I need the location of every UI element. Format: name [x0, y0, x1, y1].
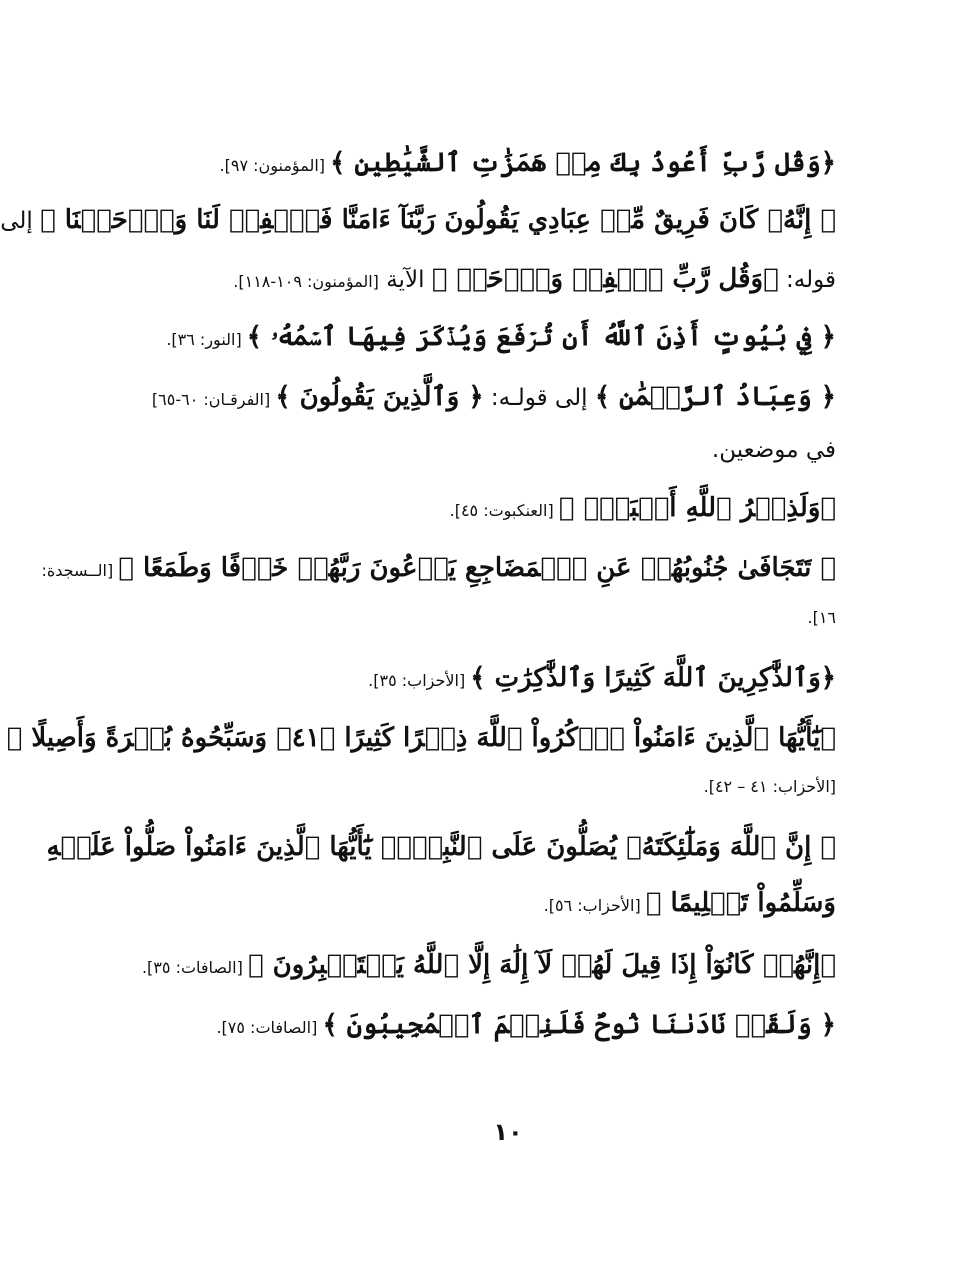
page-number: ١٠ [493, 1118, 523, 1146]
text-line-15 [141, 950, 836, 981]
text-line-9 [178, 608, 836, 627]
body-text: إلى [0, 208, 41, 234]
quran-verse: ﴿يَٰٓأَيُّهَا ٱلَّذِينَ ءَامَنُواْ ٱذۡكُرُواْ ٱللَّهَ ذِكۡرًا كَثِيرًا ﴿٤١﴾ وَسَبِّحُوهُ بُكۡرَةً وَأَصِيلًا ﴾ [6, 723, 836, 753]
quran-verse: ﴿ وَلَقَدۡ نَادَىٰنَا نُوحٌ فَلَنِعۡمَ ٱلۡمُجِيبُونَ ﴾ [322, 1010, 836, 1040]
text-line-14 [178, 888, 836, 919]
verse-reference: [الأحزاب: ٣٥]. [368, 671, 471, 690]
quran-verse: ﴿إِنَّهُمۡ كَانُوٓاْ إِذَا قِيلَ لَهُمۡ لَآ إِلَٰهَ إِلَّا ٱللَّهُ يَسۡتَكۡبِرُونَ ﴾ [247, 950, 836, 980]
verse-reference: [المؤمنون: ١٠٩-١١٨]. [233, 272, 379, 291]
body-text: إلى قولـه: [483, 385, 595, 411]
text-line-11 [6, 723, 836, 754]
verse-reference: [الصافات: ٧٥]. [216, 1018, 323, 1037]
quran-verse: ﴿ إِنَّ ٱللَّهَ وَمَلَٰٓئِكَتَهُۥ يُصَلُّونَ عَلَى ٱلنَّبِيِّۚ يَٰٓأَيُّهَا ٱلَّذِينَ ءَامَنُواْ صَلُّواْ عَلَيۡهِ [46, 832, 836, 862]
quran-verse: ﴿ تَتَجَافَىٰ جُنُوبُهُمۡ عَنِ ٱلۡمَضَاجِعِ يَدۡعُونَ رَبَّهُمۡ خَوۡفًا وَطَمَعًا ﴾ [118, 553, 836, 583]
text-line-13 [46, 832, 836, 863]
quran-verse: ﴿وَقُل رَّبِّ ٱغۡفِرۡ وَٱرۡحَمۡ ﴾ [431, 264, 779, 294]
text-line-8 [41, 553, 836, 584]
verse-reference: [الصافات: ٣٥]. [141, 958, 248, 977]
body-text: الآية [378, 267, 432, 293]
text-line-7 [178, 493, 836, 524]
text-line-5 [151, 382, 836, 413]
quran-verse: ﴿ وَٱلَّذِينَ يَقُولُونَ ﴾ [275, 382, 484, 412]
body-text: قوله: [778, 267, 836, 293]
text-line-3 [178, 264, 836, 295]
text-line-16 [178, 1010, 836, 1041]
verse-reference: [الــسجدة: [41, 561, 119, 580]
verse-reference: [المؤمنون: ٩٧]. [219, 156, 331, 175]
verse-reference: [الأحزاب: ٥٦]. [543, 896, 646, 915]
verse-reference: ١٦]. [807, 608, 836, 627]
verse-reference: [الأحزاب: ٤١ – ٤٢]. [703, 777, 836, 796]
verse-reference: [الفرقـان: ٦٠-٦٥] [151, 390, 276, 409]
quran-verse: ﴿وَلَذِكۡرُ ٱللَّهِ أَكۡبَرُۗ ﴾ [558, 493, 836, 523]
text-line-4 [166, 322, 836, 353]
quran-verse: ﴿ فِي بُيُوتٍ أَذِنَ ٱللَّهُ أَن تُرۡفَعَ وَيُذۡكَرَ فِيهَا ٱسۡمُهُۥ ﴾ [246, 322, 836, 352]
verse-reference: [العنكبوت: ٤٥]. [449, 501, 559, 520]
quran-verse: ﴿وَٱلذَّٰكِرِينَ ٱللَّهَ كَثِيرًا وَٱلذَّٰكِرَٰتِ ﴾ [470, 663, 836, 693]
quran-verse: ﴿ وَعِبَادُ ٱلرَّحۡمَٰنِ ﴾ [594, 382, 836, 412]
text-line-10 [178, 663, 836, 694]
text-line-1 [178, 148, 836, 179]
text-line-6 [178, 437, 836, 465]
text-line-12 [178, 777, 836, 796]
quran-verse: ﴿وَقُل رَّبِّ أَعُوذُ بِكَ مِنۡ هَمَزَٰتِ ٱلشَّيَٰطِينِ ﴾ [330, 148, 836, 178]
verse-reference: [النور: ٣٦]. [166, 330, 247, 349]
quran-verse: وَسَلِّمُواْ تَسۡلِيمًا ﴾ [645, 888, 836, 918]
quran-verse: ﴿ إِنَّهُۥ كَانَ فَرِيقٌ مِّنۡ عِبَادِي يَقُولُونَ رَبَّنَآ ءَامَنَّا فَٱغۡفِرۡ لَنَا وَٱرۡحَمۡنَا ﴾ [40, 205, 836, 235]
text-line-2 [0, 205, 836, 236]
body-text: في موضعين. [711, 437, 836, 463]
